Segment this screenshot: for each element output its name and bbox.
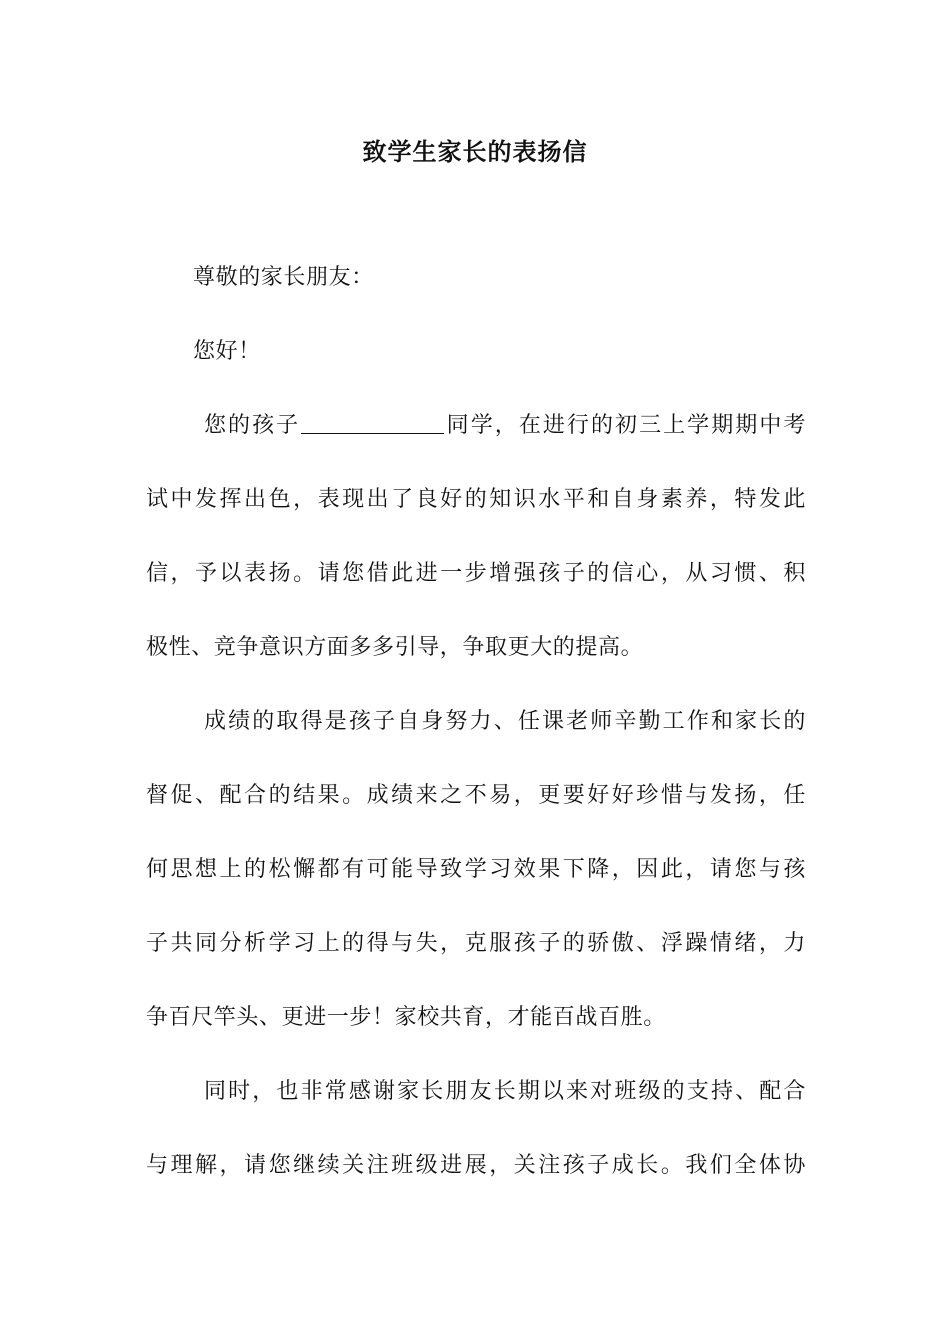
paragraph3-line1: 同时，也非常感谢家长朋友长期以来对班级的支持、配合 xyxy=(204,1079,806,1104)
paragraph1-line1 xyxy=(146,407,806,444)
paragraph2-line3: 何思想上的松懈都有可能导致学习效果下降，因此，请您与孩 xyxy=(146,857,806,882)
paragraph1-line3: 信，予以表扬。请您借此进一步增强孩子的信心，从习惯、积 xyxy=(146,561,806,586)
salutation: 尊敬的家长朋友： xyxy=(193,265,374,290)
paragraph1-line1-end: 同学，在进行的初三上学期期中考 xyxy=(445,413,806,438)
document-title: 致学生家长的表扬信 xyxy=(362,137,588,166)
student-name-blank xyxy=(301,411,444,434)
paragraph3-line2: 与理解，请您继续关注班级进展，关注孩子成长。我们全体协 xyxy=(146,1153,806,1178)
paragraph2-line5: 争百尺竿头、更进一步！家校共育，才能百战百胜。 xyxy=(146,1005,666,1030)
paragraph2-line1: 成绩的取得是孩子自身努力、任课老师辛勤工作和家长的 xyxy=(204,709,806,734)
paragraph1-line1-start: 您的孩子 xyxy=(204,413,301,438)
paragraph1-line4: 极性、竞争意识方面多多引导，争取更大的提高。 xyxy=(146,635,644,660)
paragraph1-line2: 试中发挥出色，表现出了良好的知识水平和自身素养，特发此 xyxy=(146,487,806,512)
greeting: 您好！ xyxy=(193,339,261,364)
paragraph2-line4: 子共同分析学习上的得与失，克服孩子的骄傲、浮躁情绪，力 xyxy=(146,931,806,956)
letter-body xyxy=(146,259,806,1221)
paragraph2-line2: 督促、配合的结果。成绩来之不易，更要好好珍惜与发扬，任 xyxy=(146,783,806,808)
